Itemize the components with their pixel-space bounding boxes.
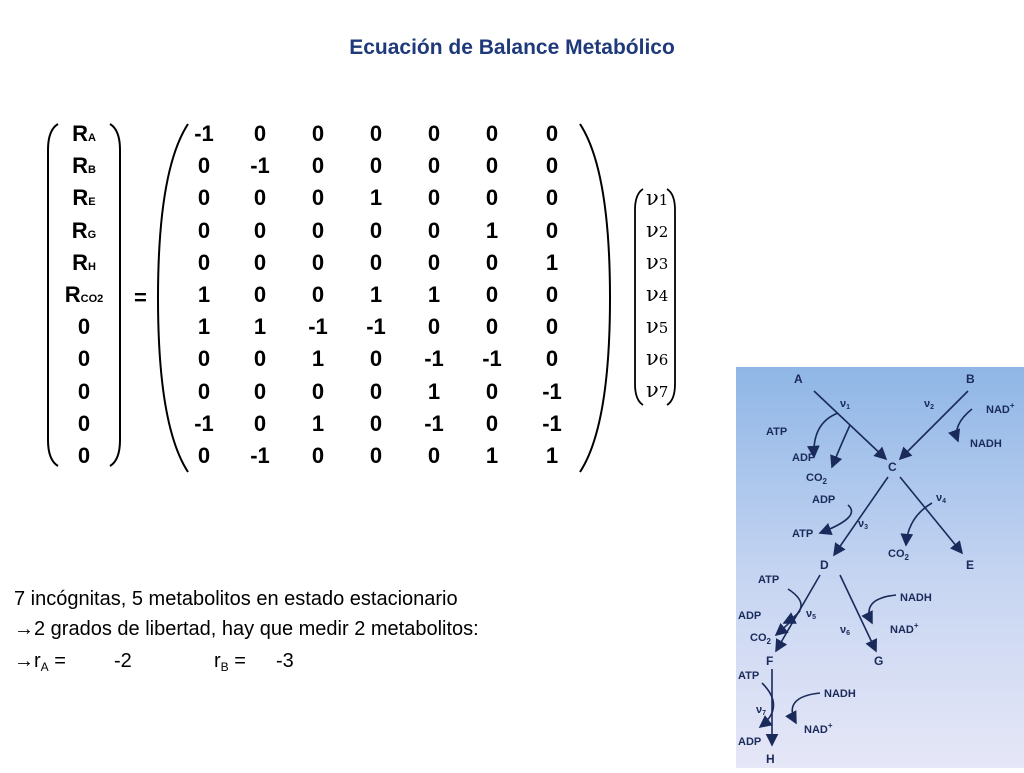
matrix-cell: 0 (427, 249, 441, 275)
matrix-cell: -1 (308, 314, 328, 340)
matrix-cell: 1 (311, 346, 325, 372)
matrix-cell: 0 (311, 153, 325, 179)
node-c: C (888, 460, 897, 474)
cofactor-nadh: NADH (970, 438, 1002, 450)
matrix-cell: 0 (197, 346, 211, 372)
matrix-cell: 1 (253, 314, 267, 340)
cofactor-nadh: NADH (900, 592, 932, 604)
matrix-cell: 0 (369, 153, 383, 179)
matrix-cell: 0 (197, 185, 211, 211)
arrow-d-g (840, 575, 876, 651)
matrix-cell: 0 (253, 346, 267, 372)
flux-vector-entry: ν1 (646, 186, 669, 210)
matrix-cell: 0 (485, 185, 499, 211)
matrix-cell: 0 (485, 378, 499, 404)
rate-vector-entry: RCO2 (64, 282, 104, 307)
flux-label-v6: ν6 (840, 624, 851, 637)
matrix-cell: 0 (369, 410, 383, 436)
matrix-cell: 1 (197, 314, 211, 340)
arrow-atp-adp-3 (784, 589, 801, 623)
matrix-cell: 0 (253, 282, 267, 307)
matrix-cell: 0 (545, 314, 559, 340)
cofactor-co2: $CO_2$ (888, 548, 909, 562)
matrix-cell: 0 (253, 378, 267, 404)
rate-vector-entry: 0 (77, 346, 91, 372)
matrix-cell: -1 (194, 410, 214, 436)
cofactor-nadh: NADH (824, 688, 856, 700)
rate-vector-entry: 0 (77, 378, 91, 404)
matrix-cell: 1 (369, 185, 383, 211)
matrix-cell: 0 (253, 217, 267, 243)
flux-label-v5: ν5 (806, 608, 817, 621)
flux-vector-entry: ν2 (646, 218, 669, 242)
node-g: G (874, 654, 884, 668)
rate-vector-entry: 0 (77, 443, 91, 468)
note-line-3 (14, 650, 294, 674)
cofactor-adp: ADP (792, 452, 816, 464)
matrix-cell: 0 (197, 443, 211, 468)
arrow-c-d (834, 477, 888, 555)
ra-value: -2 (114, 650, 132, 672)
matrix-cell: -1 (424, 410, 444, 436)
matrix-cell: -1 (542, 410, 562, 436)
note-line-2-text: 2 grados de libertad, hay que medir 2 metabolitos: (34, 618, 479, 640)
flux-label-v4: ν4 (936, 492, 947, 505)
node-e: E (966, 558, 975, 572)
cofactor-atp: ATP (792, 528, 814, 540)
matrix-cell: 0 (369, 378, 383, 404)
matrix-cell: 0 (311, 282, 325, 307)
matrix-cell: 0 (485, 121, 499, 146)
matrix-cell: -1 (424, 346, 444, 372)
cofactor-nad-plus: NAD+ (890, 621, 919, 636)
matrix-cell: 0 (253, 121, 267, 146)
matrix-cell: -1 (482, 346, 502, 372)
cofactor-atp: ATP (758, 574, 780, 586)
flux-vector-entry: ν4 (646, 282, 669, 306)
matrix-cell: 1 (427, 282, 441, 307)
page-title: Ecuación de Balance Metabólico (349, 36, 675, 59)
matrix-cell: 0 (485, 410, 499, 436)
cofactor-nad-plus: NAD+ (804, 721, 833, 736)
rate-vector-entry: RB (72, 153, 96, 179)
matrix-cell: 0 (311, 249, 325, 275)
matrix-cell: 0 (545, 282, 559, 307)
arrow-icon: → (14, 618, 34, 640)
matrix-cell: 1 (485, 443, 499, 468)
matrix-cell: 0 (427, 185, 441, 211)
matrix-cell: -1 (194, 121, 214, 146)
flux-label-v1: ν1 (840, 398, 851, 411)
matrix-cell: 0 (485, 282, 499, 307)
rate-vector-entry: RG (71, 217, 97, 243)
cofactor-adp: ADP (738, 736, 762, 748)
node-h: H (766, 752, 775, 766)
matrix-cell: 1 (545, 249, 559, 275)
rate-vector-entry: RA (72, 121, 96, 146)
matrix-cell: 0 (369, 346, 383, 372)
matrix-cell: 0 (253, 249, 267, 275)
matrix-cell: 1 (485, 217, 499, 243)
matrix-cell: 0 (427, 217, 441, 243)
node-d: D (820, 558, 829, 572)
matrix-cell: 0 (253, 410, 267, 436)
note-line-1: 7 incógnitas, 5 metabolitos en estado estacionario (14, 588, 458, 610)
flux-vector-entry: ν7 (646, 378, 669, 402)
node-f: F (766, 654, 774, 668)
cofactor-nad-plus: NAD+ (986, 401, 1015, 416)
arrow-adp-atp-2 (820, 505, 852, 533)
equals-sign: = (134, 285, 147, 310)
matrix-cell: 0 (197, 249, 211, 275)
matrix-cell: 0 (427, 314, 441, 340)
arrow-nadh-nad-2 (869, 595, 896, 623)
matrix-cell: 0 (369, 121, 383, 146)
flux-vector-entry: ν5 (646, 314, 669, 338)
cofactor-atp: ATP (738, 670, 760, 682)
arrow-nadh-nad-3 (792, 693, 820, 723)
matrix-cell: 1 (369, 282, 383, 307)
matrix-cell: 1 (311, 410, 325, 436)
flux-vector-entry: ν3 (646, 250, 669, 274)
matrix-cell: 0 (311, 443, 325, 468)
ra-label: $r_A$ = (34, 650, 66, 674)
matrix-cell: 0 (545, 217, 559, 243)
flux-vector-entry: ν6 (646, 346, 669, 370)
flux-bracket-left (632, 186, 646, 408)
note-line-2 (14, 618, 479, 641)
arrow-co2-2 (906, 503, 932, 545)
matrix-cell: 0 (427, 121, 441, 146)
matrix-cell: -1 (250, 153, 270, 179)
matrix-cell: 0 (311, 217, 325, 243)
cofactor-co2: $CO_2$ (806, 472, 827, 486)
matrix-cell: 0 (485, 153, 499, 179)
metabolic-network-diagram (736, 367, 1024, 768)
matrix-cell: 1 (545, 443, 559, 468)
rate-vector-entry: RH (72, 249, 96, 275)
arrow-nad-nadh-1 (957, 409, 972, 441)
matrix-cell: 0 (485, 249, 499, 275)
matrix-cell: 0 (545, 346, 559, 372)
matrix-cell: 0 (197, 153, 211, 179)
matrix-bracket-right (576, 120, 616, 476)
matrix-cell: 0 (369, 443, 383, 468)
matrix-cell: 0 (545, 185, 559, 211)
flux-label-v2: ν2 (924, 398, 935, 411)
matrix-cell: -1 (366, 314, 386, 340)
rate-vector-entry: 0 (77, 410, 91, 436)
arrow-icon: → (14, 650, 34, 672)
matrix-cell: 0 (311, 378, 325, 404)
cofactor-co2: $CO_2$ (750, 632, 771, 646)
rb-label: $r_B$ = (214, 650, 246, 674)
matrix-cell: 0 (427, 443, 441, 468)
matrix-cell: 0 (545, 153, 559, 179)
matrix-cell: 0 (427, 153, 441, 179)
flux-label-v7: ν7 (756, 704, 767, 717)
matrix-cell: 0 (369, 249, 383, 275)
rate-vector-entry: RE (72, 185, 96, 211)
matrix-cell: 0 (197, 378, 211, 404)
matrix-cell: 1 (197, 282, 211, 307)
arrow-c-e (900, 477, 962, 553)
rb-value: -3 (276, 650, 294, 672)
cofactor-atp: ATP (766, 426, 788, 438)
node-a: A (794, 372, 803, 386)
matrix-cell: 1 (427, 378, 441, 404)
matrix-cell: 0 (311, 121, 325, 146)
matrix-cell: 0 (197, 217, 211, 243)
matrix-cell: 0 (311, 185, 325, 211)
matrix-cell: 0 (485, 314, 499, 340)
flux-label-v3: ν3 (858, 518, 869, 531)
matrix-cell: 0 (545, 121, 559, 146)
arrow-atp-adp-1 (814, 413, 838, 457)
cofactor-adp: ADP (812, 494, 836, 506)
matrix-cell: 0 (369, 217, 383, 243)
node-b: B (966, 372, 975, 386)
matrix-cell: 0 (253, 185, 267, 211)
matrix-cell: -1 (250, 443, 270, 468)
matrix-cell: -1 (542, 378, 562, 404)
cofactor-adp: ADP (738, 610, 762, 622)
rate-vector-entry: 0 (77, 314, 91, 340)
arrow-co2-1 (832, 425, 850, 467)
